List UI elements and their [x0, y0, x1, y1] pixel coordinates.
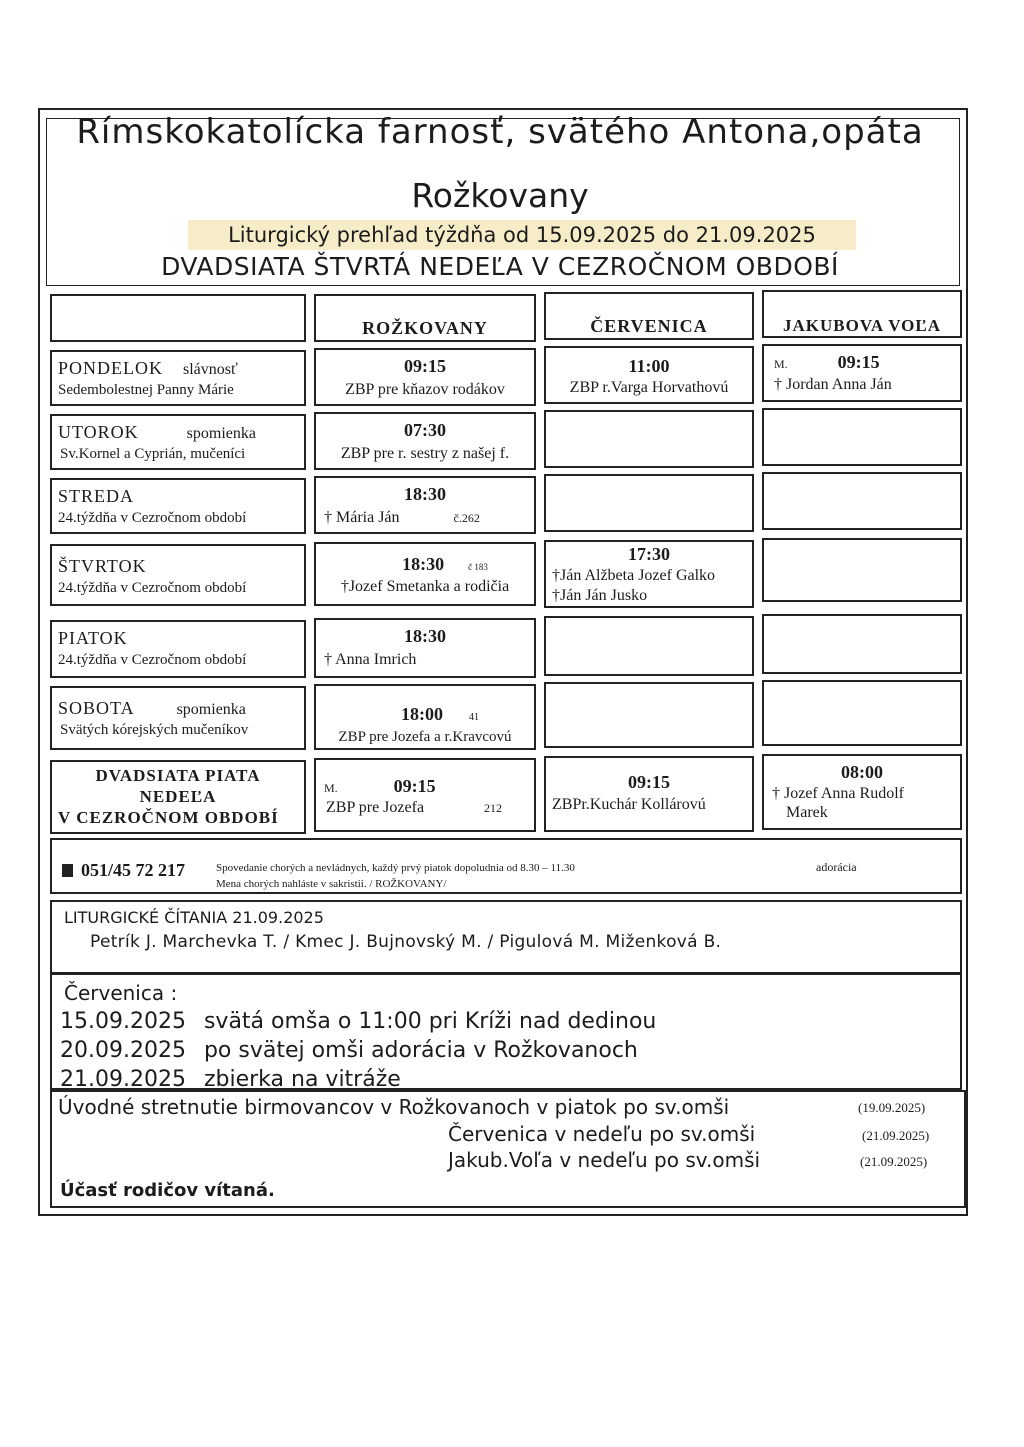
note-date: 21.09.2025 — [60, 1067, 186, 1092]
day-cell-piatok — [50, 620, 306, 678]
mass-time: 09:15 — [404, 356, 446, 376]
mass-intention: ZBP pre Jozefa — [326, 799, 425, 816]
contact-note-2: Mena chorých nahláste v sakristii. / ROŽKOVANY/ — [216, 878, 447, 890]
confirmation-line: Červenica v nedeľu po sv.omši — [448, 1122, 756, 1146]
feast-type: slávnosť — [183, 361, 238, 378]
day-name: UTOROK — [58, 422, 139, 442]
feast-type: spomienka — [186, 425, 256, 442]
day-cell-pondelok — [50, 350, 306, 406]
mass-intention: †Ján Alžbeta Jozef Galko — [552, 567, 716, 584]
mass-intention: ZBP r.Varga Horvathovú — [569, 379, 729, 396]
day-cell-stvrtok — [50, 544, 306, 606]
feast-type: spomienka — [176, 701, 246, 718]
mass-cell — [314, 758, 536, 832]
mass-cell — [314, 618, 536, 678]
parents-note: Účasť rodičov vítaná. — [60, 1180, 275, 1201]
day-name-line3: V CEZROČNOM OBDOBÍ — [58, 808, 279, 827]
readings-title: LITURGICKÉ ČÍTANIA 21.09.2025 — [64, 908, 324, 927]
mass-intention: ZBP pre r. sestry z našej f. — [340, 445, 510, 462]
col-header-label: JAKUBOVA VOĽA — [783, 316, 941, 335]
mass-intention: ZBPr.Kuchár Kollárovú — [552, 796, 706, 813]
day-desc: 24.týždňa v Cezročnom období — [58, 652, 247, 668]
day-desc: 24.týždňa v Cezročnom období — [58, 580, 247, 596]
mass-time: 07:30 — [404, 420, 446, 440]
day-name: PIATOK — [58, 628, 128, 648]
mass-cell — [314, 684, 536, 750]
house-number: č.262 — [453, 511, 480, 525]
mass-cell — [314, 412, 536, 470]
mass-cell — [544, 540, 754, 608]
mass-time: 11:00 — [628, 356, 670, 376]
mass-cell-empty — [544, 474, 754, 532]
mass-intention: ZBP pre kňazov rodákov — [345, 381, 505, 398]
mass-prefix: M. — [324, 781, 338, 795]
mass-intention: Marek — [786, 804, 828, 821]
mass-cell — [314, 542, 536, 606]
mass-time: 09:15 — [393, 776, 436, 796]
mass-time: 18:00 — [401, 704, 443, 724]
adoration-label: adorácia — [816, 860, 857, 874]
mass-cell-empty — [762, 538, 962, 602]
mass-cell-empty — [544, 682, 754, 748]
note-text: po svätej omši adorácia v Rožkovanoch — [203, 1038, 638, 1063]
house-number: 212 — [484, 801, 503, 815]
contact-box — [50, 838, 962, 894]
corner-cell — [50, 294, 306, 342]
mass-cell — [314, 348, 536, 406]
mass-time: 18:30 — [404, 484, 446, 504]
mass-intention: † Mária Ján — [324, 509, 400, 526]
mass-cell — [544, 756, 754, 832]
confirmation-line: Jakub.Voľa v nedeľu po sv.omši — [448, 1148, 761, 1172]
mass-cell — [544, 346, 754, 404]
mass-intention: † Jozef Anna Rudolf — [772, 785, 904, 802]
day-name: STREDA — [58, 486, 135, 506]
day-desc: 24.týždňa v Cezročnom období — [58, 510, 247, 526]
mass-time: 08:00 — [841, 762, 883, 782]
mass-time: 09:15 — [837, 352, 880, 372]
mass-cell-empty — [762, 614, 962, 674]
col-header-cervenica — [544, 292, 754, 340]
note-text: svätá omša o 11:00 pri Kríži nad dedinou — [203, 1009, 657, 1034]
day-cell-utorok — [50, 414, 306, 470]
confirmation-date: (21.09.2025) — [862, 1128, 930, 1143]
phone-number: 051/45 72 217 — [81, 860, 186, 880]
confirmation-box — [50, 1090, 966, 1208]
day-name: SOBOTA — [58, 698, 135, 718]
week-range: Liturgický prehľad týždňa od 15.09.2025 do 21.09.2025 — [188, 220, 856, 250]
parish-name: Rožkovany — [411, 176, 589, 215]
day-desc: Sedembolestnej Panny Márie — [58, 382, 234, 398]
confirmation-line: Úvodné stretnutie birmovancov v Rožkovanoch v piatok po sv.omši — [58, 1095, 730, 1119]
mass-intention: † Anna Imrich — [324, 651, 417, 668]
mass-prefix: M. — [774, 357, 788, 371]
note-date: 20.09.2025 — [60, 1038, 186, 1063]
mass-cell-empty — [762, 680, 962, 746]
contact-note: Spovedanie chorých a nevládnych, každý prvý piatok dopoludnia od 8.30 – 11.30 — [216, 862, 575, 874]
mass-cell — [762, 344, 962, 402]
mass-time: 17:30 — [628, 544, 670, 564]
confirmation-date: (21.09.2025) — [860, 1154, 928, 1169]
day-desc: Svätých kórejských mučeníkov — [60, 722, 249, 738]
mass-intention: † Jordan Anna Ján — [774, 376, 892, 393]
col-header-label: ČERVENICA — [590, 316, 708, 336]
mass-cell-empty — [544, 616, 754, 676]
house-number: č 183 — [468, 562, 488, 572]
mass-time: 09:15 — [628, 772, 670, 792]
day-desc: Sv.Kornel a Cyprián, mučeníci — [60, 446, 246, 462]
day-cell-streda — [50, 478, 306, 534]
col-header-rozkovany — [314, 294, 536, 342]
col-header-label: ROŽKOVANY — [362, 318, 488, 338]
day-name: ŠTVRTOK — [58, 556, 147, 576]
readings-names: Petrík J. Marchevka T. / Kmec J. Bujnovský M. / Pigulová M. Miženková B. — [90, 932, 722, 952]
mass-intention: ZBP pre Jozefa a r.Kravcovú — [338, 729, 512, 745]
mass-intention: †Ján Ján Jusko — [552, 587, 648, 604]
confirmation-date: (19.09.2025) — [858, 1100, 926, 1115]
day-cell-nedela — [50, 760, 306, 834]
notes-title: Červenica : — [64, 981, 178, 1005]
note-item — [60, 1036, 656, 1065]
house-number: 41 — [469, 712, 479, 723]
day-name-line2: NEDEĽA — [139, 787, 217, 806]
note-date: 15.09.2025 — [60, 1009, 186, 1034]
mass-cell-empty — [544, 410, 754, 468]
sunday-title: DVADSIATA ŠTVRTÁ NEDEĽA V CEZROČNOM OBDOBÍ — [161, 252, 839, 281]
note-text: zbierka na vitráže — [203, 1067, 401, 1092]
parish-title: Rímskokatolícka farnosť, svätého Antona,opáta — [76, 112, 924, 152]
cervenica-notes-box — [50, 974, 962, 1090]
phone-icon — [62, 864, 73, 877]
day-cell-sobota — [50, 686, 306, 750]
mass-cell-empty — [762, 472, 962, 530]
mass-time: 18:30 — [402, 554, 445, 574]
day-name: PONDELOK — [58, 358, 163, 378]
readings-box — [50, 900, 962, 974]
mass-cell — [314, 476, 536, 534]
mass-cell — [762, 754, 962, 830]
note-item — [60, 1007, 656, 1036]
col-header-jakubova — [762, 290, 962, 338]
day-name: DVADSIATA PIATA — [95, 766, 261, 785]
mass-cell-empty — [762, 408, 962, 466]
mass-intention: †Jozef Smetanka a rodičia — [340, 578, 510, 595]
mass-time: 18:30 — [404, 626, 446, 646]
